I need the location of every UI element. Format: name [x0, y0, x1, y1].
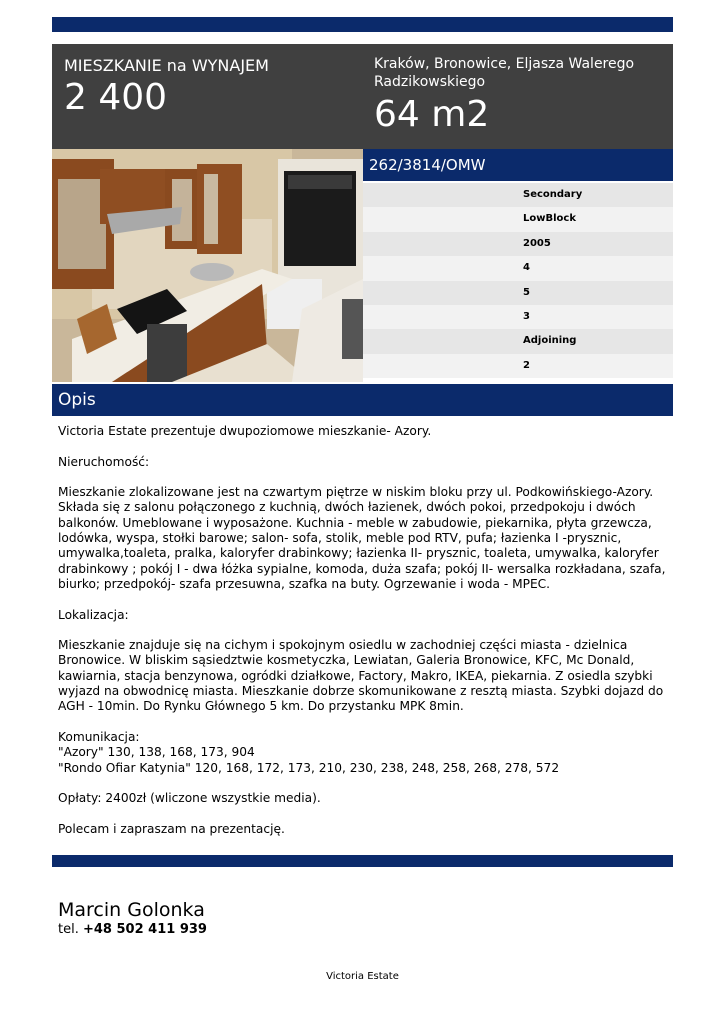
section-title: Opis: [58, 390, 96, 410]
attribute-row: [363, 281, 673, 305]
attribute-value: 5: [523, 286, 530, 298]
attribute-row: [363, 207, 673, 231]
kitchen-photo: [52, 149, 363, 382]
bottom-accent-bar: [52, 855, 673, 867]
attributes-table: [363, 183, 673, 378]
attribute-row: [363, 305, 673, 329]
attribute-row: [363, 183, 673, 207]
listing-area: 64 m2: [374, 94, 490, 135]
agent-name: Marcin Golonka: [58, 899, 205, 921]
attribute-value: LowBlock: [523, 213, 576, 225]
listing-header: [52, 44, 673, 149]
footer-company: Victoria Estate: [326, 971, 399, 982]
description-paragraph: Komunikacja: "Azory" 130, 138, 168, 173, 904 "Rondo Ofiar Katynia" 120, 168, 172, 173, 210, 230, 238, 248, 258, 268, 278, 572: [58, 729, 560, 775]
listing-type: MIESZKANIE na WYNAJEM: [64, 56, 269, 75]
description-paragraph: Nieruchomość:: [58, 454, 150, 469]
phone-label: tel.: [58, 922, 79, 937]
description-paragraph: Mieszkanie zlokalizowane jest na czwartym piętrze w niskim bloku przy ul. Podkowińskiego-Azory. Składa się z salonu połączonego z kuchnią, dwóch łazienek, dwóch pokoi, przedpokoju i dwóch balkonów. Umeblowane i wyposażone. Kuchnia - meble w zabudowie, piekarnika, płyta grzewcza, lodówka, wyspa, stołki barowe; salon- sofa, stolik, meble pod RTV, pufa; łazienka I -prysznic, umywalka,toaleta, pralka, kaloryfer drabinkowy; łazienka II- prysznic, toaleta, umywalka, kaloryfer drabinkowy ; pokój I - dwa łóżka sypialne, komoda, duża szafa; pokój II- wersalka rozkładana, szafa, biurko; przedpokój- szafa przesuwna, szafka na buty. Ogrzewanie i woda - MPEC.: [58, 485, 666, 591]
attribute-value: 3: [523, 310, 530, 322]
description-paragraph: Polecam i zapraszam na prezentację.: [58, 821, 285, 836]
attribute-row: [363, 354, 673, 378]
attribute-value: 4: [523, 262, 530, 274]
phone-number[interactable]: +48 502 411 939: [82, 922, 207, 937]
reference-number: 262/3814/OMW: [369, 156, 486, 174]
attribute-row: [363, 232, 673, 256]
attribute-row: [363, 329, 673, 353]
description-body: [58, 424, 670, 852]
attribute-row: [363, 256, 673, 280]
description-paragraph: Victoria Estate prezentuje dwupoziomowe mieszkanie- Azory.: [58, 424, 432, 438]
attribute-value: Adjoining: [523, 335, 577, 347]
description-paragraph: Lokalizacja:: [58, 607, 129, 622]
attribute-value: 2: [523, 359, 530, 371]
description-paragraph: Opłaty: 2400zł (wliczone wszystkie media).: [58, 791, 321, 806]
description-paragraph: Mieszkanie znajduje się na cichym i spokojnym osiedlu w zachodniej części miasta - dzielnica Bronowice. W bliskim sąsiedztwie kosmetyczka, Lewiatan, Galeria Bronowice, KFC, Mc Donald, kawiarnia, stacja benzynowa, ogródki działkowe, Factory, Makro, IKEA, piekarnia. Z osiedla szybki wyjazd na obwodnicę miasta. Mieszkanie dobrze skomunikowane z resztą miasta. Szybki dojazd do AGH - 10min. Do Rynku Głównego 5 km. Do przystanku MPK 8min.: [58, 638, 664, 714]
header-right: [374, 55, 666, 135]
agent-phone-line: [58, 922, 207, 938]
reference-bar: [363, 149, 673, 181]
attribute-value: 2005: [523, 237, 551, 249]
listing-location: Kraków, Bronowice, Eljasza Walerego Radzikowskiego: [374, 56, 635, 90]
listing-price: 2 400: [64, 77, 168, 118]
header-left: [64, 56, 354, 118]
agent-contact: [58, 898, 207, 938]
top-accent-bar: [52, 17, 673, 32]
description-section-header: [52, 384, 673, 416]
attribute-value: Secondary: [523, 189, 583, 200]
